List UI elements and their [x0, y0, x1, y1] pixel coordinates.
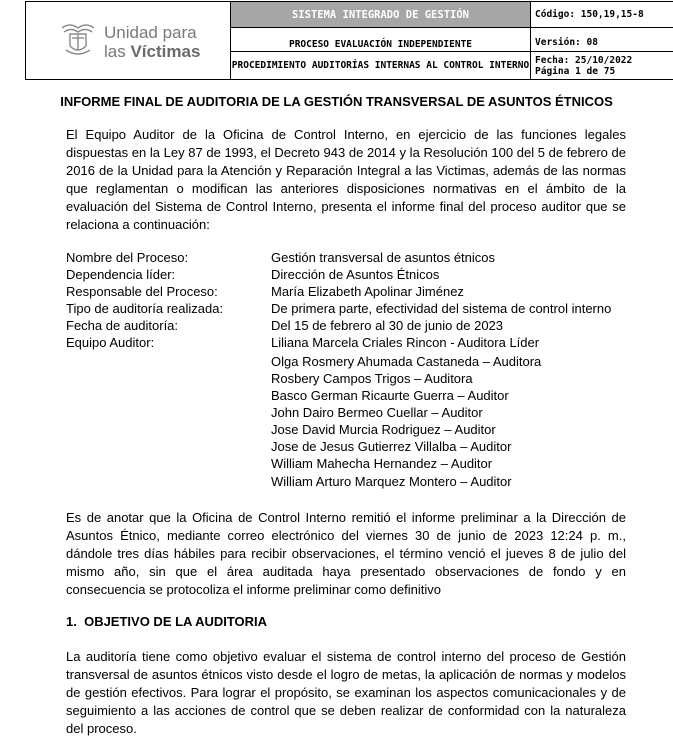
page-total: 75	[603, 65, 616, 77]
field-value: Liliana Marcela Criales Rincon - Auditora Líder	[271, 335, 540, 350]
document-code: Código: 150,19,15-8	[531, 2, 673, 28]
date-and-page	[531, 52, 673, 80]
procedure-name: PROCEDIMIENTO AUDITORÍAS INTERNAS AL CONTROL INTERNO	[231, 52, 531, 80]
auditor-name: Basco German Ricaurte Guerra – Auditor	[271, 388, 509, 403]
auditor-name: Olga Rosmery Ahumada Castaneda – Auditora	[271, 354, 542, 369]
note-paragraph: Es de anotar que la Oficina de Control Interno remitió el informe preliminar a la Dirección de Asuntos Étnico, mediante correo electrónico del viernes 30 de junio de 2023 12:24 p. m., dándole tres días hábiles para recibir observaciones, el término venció el jueves 8 de julio del mismo año, sin que el área auditada haya presentado observaciones de fondo y en consecuencia se protocoliza el informe preliminar como definitivo	[66, 510, 626, 597]
auditor-name: Jose de Jesus Gutierrez Villalba – Auditor	[271, 439, 512, 454]
logo-cell	[26, 2, 231, 80]
document-version: Versión: 08	[531, 28, 673, 52]
field-label: Tipo de auditoría realizada:	[66, 301, 224, 316]
field-label: Responsable del Proceso:	[66, 284, 218, 299]
document-date: Fecha: 25/10/2022	[535, 54, 633, 66]
logo-line-2-prefix: las	[104, 42, 131, 61]
field-value: De primera parte, efectividad del sistema de control interno	[271, 301, 612, 316]
auditor-name: Jose David Murcia Rodriguez – Auditor	[271, 422, 496, 437]
logo-line-2-bold: Víctimas	[130, 42, 201, 61]
unidad-victimas-logo	[58, 22, 228, 62]
section-1-heading	[66, 614, 267, 629]
auditor-name: Rosbery Campos Trigos – Auditora	[271, 371, 473, 386]
logo-line-1: Unidad para	[104, 23, 197, 42]
page-of: de	[586, 65, 598, 77]
field-value: Del 15 de febrero al 30 de junio de 2023	[271, 318, 504, 333]
field-value: Dirección de Asuntos Étnicos	[271, 267, 440, 282]
system-name: SISTEMA INTEGRADO DE GESTIÓN	[231, 2, 531, 28]
page-label: Página	[535, 65, 570, 77]
report-title: INFORME FINAL DE AUDITORIA DE LA GESTIÓN TRANSVERSAL DE ASUNTOS ÉTNICOS	[60, 94, 613, 109]
page-indicator	[535, 66, 673, 77]
field-label: Fecha de auditoría:	[66, 318, 179, 333]
auditor-name: William Mahecha Hernandez – Auditor	[271, 456, 493, 471]
logo-line-2	[104, 42, 200, 62]
field-label: Equipo Auditor:	[66, 335, 155, 350]
page-number: 1	[575, 65, 581, 77]
auditor-name: William Arturo Marquez Montero – Auditor	[271, 474, 512, 489]
intro-paragraph: El Equipo Auditor de la Oficina de Control Interno, en ejercicio de las funciones legales dispuestas en la Ley 87 de 1993, el Decreto 943 de 2014 y la Resolución 100 del 5 de febrero de 2016 de la Unidad para la Atención y Reparación Integral a las Victimas, además de las normas que reglamentan o modifican las anteriores disposiciones normativas en el ámbito de la evaluación del Sistema de Control Interno, presenta el informe final del proceso auditor que se relaciona a continuación:	[66, 127, 626, 232]
section-number: 1.	[66, 614, 77, 629]
document-header	[25, 1, 673, 80]
field-label: Dependencia líder:	[66, 267, 176, 282]
section-1-paragraph: La auditoría tiene como objetivo evaluar el sistema de control interno del proceso de Gestión transversal de asuntos étnicos visto desde el logro de metas, la aplicación de normas y modelos de gestión efectivos. Para lograr el propósito, se examinan los aspectos comunicacionales y de seguimiento a las acciones de control que se deben realizar de conformidad con la naturaleza del proceso.	[66, 649, 626, 736]
field-value: Gestión transversal de asuntos étnicos	[271, 250, 496, 265]
coat-of-arms-icon	[58, 20, 98, 60]
field-value: María Elizabeth Apolinar Jiménez	[271, 284, 464, 299]
field-label: Nombre del Proceso:	[66, 250, 189, 265]
process-name: PROCESO EVALUACIÓN INDEPENDIENTE	[231, 28, 531, 52]
section-title: OBJETIVO DE LA AUDITORIA	[84, 614, 268, 629]
auditor-name: John Dairo Bermeo Cuellar – Auditor	[271, 405, 483, 420]
